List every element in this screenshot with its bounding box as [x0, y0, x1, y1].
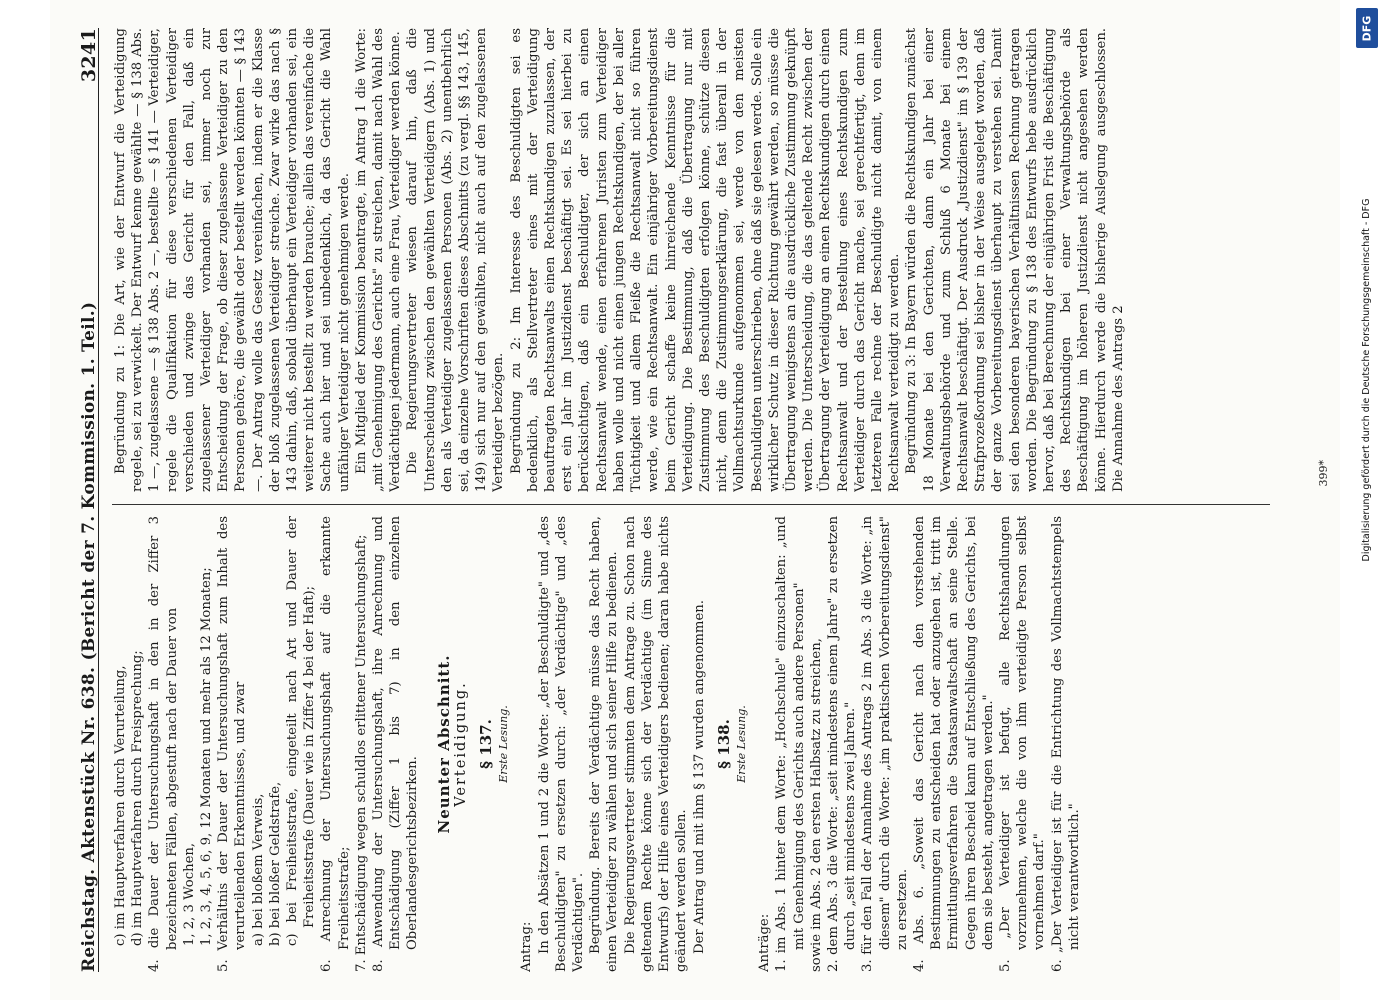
paragraph-heading-138: § 138. [714, 719, 733, 769]
section-heading: Neunter Abschnitt. [434, 654, 453, 834]
government-reply: Die Regierungsvertreter wiesen darauf hin, daß die Unterscheidung zwischen den gewählten Verteidigern (Abs. 1) und den als Verteidiger zugelassenen Personen (Abs. 2) unentbehrlich sei, da einzelne Vorschriften dieses Abschnitts (zu vergl. §§ 143, 145, 149) sich nur auf den gewählten, nicht auch auf den zugelassenen Verteidiger bezögen. [405, 28, 507, 492]
motion-item: 2. dem Abs. 3 die Worte: „seit mindestens einem Jahre" zu ersetzen durch „seit mindestens zwei Jahren." [825, 516, 859, 972]
page-number: 3241 [77, 28, 100, 83]
list-item: 7. Entschädigung wegen schuldlos erlittener Untersuchungshaft; [353, 534, 369, 972]
motion-item: 5. „Der Verteidiger ist befugt, alle Rechtshandlungen vorzunehmen, welche die von ihm verteidigte Person selbst vornehmen darf." [997, 516, 1048, 972]
motion-item: sowie im Abs. 2 den ersten Halbsatz zu streichen, [808, 638, 824, 972]
list-item: b) bei bloßer Geldstrafe, [267, 781, 283, 946]
motion-item: 6. „Der Verteidiger ist für die Entrichtung des Vollmachtstempels nicht verantwortlich." [1049, 516, 1082, 972]
list-item: a) bei bloßem Verweis, [250, 793, 266, 946]
page-header [72, 28, 99, 972]
list-item: 1, 2, 3, 4, 5, 6, 9, 12 Monaten und mehr als 12 Monaten; [199, 567, 215, 946]
rotated-document-page [50, 0, 1340, 1000]
list-item: 1, 2, 3 Wochen, [181, 842, 197, 946]
motion-item: 3. für den Fall der Annahme des Antrags 2 im Abs. 3 die Worte: „in diesem" durch die Worte: „im praktischen Vorbereitungsdienst" zu ersetzen. [860, 516, 910, 972]
motion-item: 1. im Abs. 1 hinter dem Worte: „Hochschule" einzuschalten: „und mit Genehmigung des Gerichts auch andere Personen" [774, 516, 807, 972]
justification-1: Begründung zu 1: Die Art, wie der Entwurf die Verteidigung regele, sei zu verwickelt. Der Entwurf kenne gewählte — § 138 Abs. 1 —, zugelassene — § 138 Abs. 2 —, bestellte — § 141 — Verteidiger, regele die Qualifikation für diese verschiedenen Verteidiger verschieden und zwinge das Gericht für den Fall, daß ein zugelassener Verteidiger vorhanden sei, immer noch zur Entscheidung der Frage, ob dieser zugelassene Verteidiger zu den Personen gehöre, die gewählt oder bestellt werden könnten — § 143 —. Der Antrag wolle das Gesetz vereinfachen, indem er die Klasse der bloß zugelassenen Verteidiger streiche. Zwar wirke das nach § 143 dahin, daß, sobald überhaupt ein Verteidiger vorhanden sei, ein weiterer nicht bestellt zu werden brauche; allein das vereinfache die Sache auch hier und sei unbedenklich, da das Gericht die Wahl unfähiger Verteidiger nicht genehmigen werde. [113, 28, 352, 492]
motion-item: 4. Abs. 6. „Soweit das Gericht nach den vorstehenden Bestimmungen zu entscheiden hat oder anzugehen ist, tritt im Ermittlungsverfahren die Staatsanwaltschaft an seine Stelle. Gegen ihren Bescheid kann auf Entschließung des Gerichts, bei dem sie besteht, angetragen werden." [911, 516, 996, 972]
commission-motion: Ein Mitglied der Kommission beantragte, im Antrag 1 die Worte: „mit Genehmigung des Gerichts" zu streichen, damit nach Wahl des Verdächtigen jedermann, auch eine Frau, Verteidiger werden könne. [353, 28, 404, 492]
motions-label: Anträge: [757, 913, 773, 972]
justification-text: Begründung. Bereits der Verdächtige müsse das Recht haben, einen Verteidiger zu wählen und sich seiner Hilfe zu bedienen. [588, 516, 621, 972]
list-item: c) bei Freiheitsstrafe, eingeteilt nach Art und Dauer der Freiheitsstrafe (Dauer wie in Ziffer 4 bei der Haft); [285, 516, 318, 946]
motion-label: Antrag: [519, 921, 535, 972]
list-item: 5. Verhältnis der Dauer der Untersuchungshaft zum Inhalt des verurteilenden Erkenntnisses, und zwar [216, 516, 249, 972]
list-item: 4. die Dauer der Untersuchungshaft in den in der Ziffer 3 bezeichneten Fällen, abgestuft nach der Dauer von [147, 516, 180, 972]
result-text: Der Antrag und mit ihm § 137 wurden angenommen. [691, 600, 707, 954]
reading-label: Erste Lesung. [734, 705, 748, 783]
list-item: c) im Hauptverfahren durch Verurteilung, [113, 665, 128, 946]
left-column [112, 516, 1320, 972]
digitization-credit: Digitalisierung gefördert durch die Deutsche Forschungsgemeinschaft - DFG [1361, 198, 1372, 562]
justification-2: Begründung zu 2: Im Interesse des Beschuldigten sei es bedenklich, als Stellvertreter eines mit der Verteidigung beauftragten Rechtsanwalts einen Rechtskundigen zuzulassen, der erst ein Jahr im Justizdienst beschäftigt sei. Es sei hierbei zu berücksichtigen, daß ein Beschuldigter, der sich an einen Rechtsanwalt wende, einen erfahrenen Juristen zum Verteidiger haben wolle und nicht einen jungen Rechtskundigen, der bei aller Tüchtigkeit und allem Fleiße die Rechtsanwalt nicht so führen werde, wie ein Rechtsanwalt. Ein einjähriger Vorbereitungsdienst beim Gericht schaffe keine hinreichende Kenntnisse für die Verteidigung. Die Bestimmung, daß die Übertragung nur mit Zustimmung des Beschuldigten erfolgen könne, schütze diesen nicht, denn die Zustimmungserklärung, die fast überall in der Vollmachtsurkunde aufgenommen sei, werde von den meisten Beschuldigten unterschrieben, ohne daß sie gelesen werde. Solle ein wirklicher Schutz in dieser Richtung gewährt werden, so müsse die Übertragung wenigstens an die ausdrückliche Zustimmung geknüpft werden. Die Unterscheidung, die das geltende Recht zwischen der Übertragung der Verteidigung an einen Rechtskundigen durch einen Rechtsanwalt und der Bestellung eines Rechtskundigen zum Verteidiger durch das Gericht mache, sei gerechtfertigt, denn im letzteren Falle rechne der Beschuldigte nicht damit, von einem Rechtsanwalt verteidigt zu werden. [508, 28, 903, 492]
dfg-sidebar [1352, 0, 1383, 1000]
dfg-logo-icon: DFG [1356, 8, 1378, 48]
column-divider [112, 504, 1270, 505]
section-subheading: Verteidigung. [452, 681, 469, 807]
motion-text: In den Absätzen 1 und 2 die Worte: „der Beschuldigte" und „des Beschuldigten" zu ersetzen durch: „der Verdächtige" und „des Verdächtigen". [536, 516, 587, 972]
justification-3: Begründung zu 3: In Bayern würden die Rechtskundigen zunächst 18 Monate bei den Gerichten, dann ein Jahr bei einer Verwaltungsbehörde und zum Schluß 6 Monate bei einem Rechtsanwalt beschäftigt. Der Ausdruck „Justizdienst" im § 139 der Strafprozeßordnung sei bisher in der Weise ausgelegt worden, daß der ganze Vorbereitungsdienst überhaupt zu verstehen sei. Damit sei den besonderen bayerischen Verhältnissen Rechnung getragen worden. Die Begründung zu § 138 des Entwurfs hebe ausdrücklich hervor, daß bei Berechnung der einjährigen Frist die Beschäftigung des Rechtskundigen bei einer Verwaltungsbehörde als Beschäftigung im höheren Justizdienst nicht angesehen werden könne. Hierdurch werde die bisherige Auslegung ausgeschlossen. Die Annahme des Antrags 2 [904, 28, 1126, 492]
running-title: Reichstag. Aktenstück Nr. 638. (Bericht der 7. Kommission. 1. Teil.) [78, 301, 99, 972]
paragraph-heading-137: § 137. [477, 719, 496, 769]
list-item: d) im Hauptverfahren durch Freisprechung; [130, 650, 146, 946]
list-item: 8. Anwendung der Untersuchungshaft, ihre Anrechnung und Entschädigung (Ziffer 1 bis 7) in den einzelnen Oberlandesgerichtsbezirken. [371, 516, 421, 972]
reading-label: Erste Lesung. [497, 705, 511, 783]
list-item: 6. Anrechnung der Untersuchungshaft auf die erkannte Freiheitsstrafe; [319, 516, 352, 972]
government-statement: Die Regierungsvertreter stimmten dem Antrage zu. Schon nach geltendem Rechte könne sich der Verdächtige (im Sinne des Entwurfs) der Hilfe eines Verteidigers bedienen; daran habe nichts geändert werden sollen. [622, 516, 690, 972]
right-column [112, 28, 1320, 492]
signature-mark: 399* [1316, 460, 1330, 487]
